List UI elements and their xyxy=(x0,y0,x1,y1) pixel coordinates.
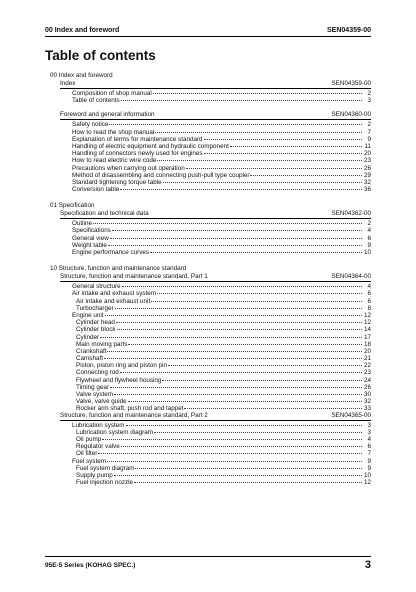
toc-entry[interactable] xyxy=(72,185,371,192)
dot-leader xyxy=(128,396,362,402)
toc-group-code: SEN04359-00 xyxy=(331,80,371,87)
toc-entry-page: 2 xyxy=(367,121,371,129)
toc-entry-label: Crankshaft xyxy=(76,347,107,355)
toc-entry-label: Engine performance curves xyxy=(72,249,150,256)
toc-entry-label: Camshaft xyxy=(76,355,103,363)
footer-model-series: 95E-5 Series (KOHAG SPEC.) xyxy=(45,561,136,569)
toc-entry-label: Valve, valve guide xyxy=(76,398,127,406)
toc-entry-label: Rocker arm shaft, push rod and tappet xyxy=(76,405,184,413)
header-document-code: SEN04359-00 xyxy=(327,27,371,34)
toc-entry-page: 32 xyxy=(363,398,371,406)
toc-entry-label: Piston, piston ring and piston pin xyxy=(76,362,168,370)
dot-leader xyxy=(98,448,362,454)
toc-entry-label: Standard tightening torque table xyxy=(72,178,162,186)
dot-leader xyxy=(100,332,362,338)
dot-leader xyxy=(105,310,362,316)
toc-group-code: SEN04360-00 xyxy=(331,111,371,119)
page-footer xyxy=(45,556,371,573)
dot-leader xyxy=(184,403,362,409)
dot-leader xyxy=(151,296,362,302)
dot-leader xyxy=(120,367,362,373)
toc-entry-page: 23 xyxy=(363,157,371,165)
dot-leader xyxy=(134,477,362,483)
dot-leader xyxy=(135,463,362,469)
toc-entry-label: Fuel system xyxy=(72,457,106,465)
toc-entry-label: Regulator valve xyxy=(76,443,120,451)
toc-group-name: Structure, function and maintenance standard, Part 2 xyxy=(60,411,208,419)
toc-entry-label: Lubrication system xyxy=(72,421,125,429)
dot-leader xyxy=(93,218,362,224)
toc-entry-page: 26 xyxy=(363,383,371,391)
dot-leader xyxy=(102,434,362,440)
toc-entry[interactable] xyxy=(72,248,371,255)
toc-entry-label: Fuel injection nozzle xyxy=(76,479,134,487)
toc-entry-label: Explanation of terms for maintenance standard xyxy=(72,135,203,143)
toc-entry-label: Air intake and exhaust unit xyxy=(76,297,151,305)
dot-leader xyxy=(107,456,362,462)
toc-entry-label: Supply pump xyxy=(76,471,113,479)
toc-group-code: SEN04365-00 xyxy=(331,411,371,419)
toc-entry-page: 24 xyxy=(363,376,371,384)
toc-entry-label: Fuel system diagram xyxy=(76,464,135,472)
dot-leader xyxy=(204,134,362,140)
toc-entry-page: 9 xyxy=(367,135,371,143)
toc-entry-label: Cylinder head xyxy=(76,319,115,327)
toc-entry-page: 11 xyxy=(364,142,371,150)
toc-entry-page: 12 xyxy=(363,311,371,319)
dot-leader xyxy=(230,141,362,147)
dot-leader xyxy=(114,470,362,476)
toc-group-code: SEN04362-00 xyxy=(331,210,371,218)
toc-entry-page: 4 xyxy=(367,227,371,235)
toc-group-name: Index xyxy=(60,80,76,87)
dot-leader xyxy=(204,148,362,154)
toc-entry-label: Air intake and exhaust system xyxy=(72,290,156,298)
toc-entry-page: 8 xyxy=(367,304,371,312)
toc-entry-label: How to read the shop manual xyxy=(72,128,155,136)
toc-entry-label: Valve system xyxy=(76,391,113,398)
toc-group-code: SEN04364-00 xyxy=(331,273,371,281)
toc-entry-page: 9 xyxy=(367,241,371,249)
toc-group-name: Structure, function and maintenance standard, Part 1 xyxy=(60,273,208,281)
toc-entry-label: Lubrication system diagram xyxy=(76,428,153,436)
toc-entry-label: Safety notice xyxy=(72,121,109,129)
toc-entry-page: 18 xyxy=(363,340,371,348)
dot-leader xyxy=(114,389,362,395)
toc-entry-page: 4 xyxy=(367,435,371,443)
dot-leader xyxy=(116,317,362,323)
toc-entry-label: Specifications xyxy=(72,227,111,235)
toc-entry-page: 14 xyxy=(363,326,371,334)
toc-entry-page: 6 xyxy=(367,290,371,298)
toc-section-title: 00 Index and foreword xyxy=(50,72,113,79)
dot-leader xyxy=(120,184,362,190)
toc-entry-page: 6 xyxy=(367,443,371,451)
toc-group-name: Specification and technical data xyxy=(60,210,149,218)
toc-entry-page: 12 xyxy=(363,479,371,487)
toc-entry-page: 30 xyxy=(363,391,371,398)
toc-entry-page: 23 xyxy=(363,369,371,377)
toc-entry-label: Cylinder block xyxy=(76,326,116,334)
toc-entry-page: 3 xyxy=(367,428,371,436)
toc-entry-page: 2 xyxy=(367,220,371,228)
toc-entry-label: General view xyxy=(72,234,109,242)
toc-entry-label: Connecting rod xyxy=(76,369,119,377)
dot-leader xyxy=(115,303,362,309)
toc-entry[interactable] xyxy=(76,478,371,485)
toc-entry-label: Engine unit xyxy=(72,311,104,319)
toc-entry-label: General structure xyxy=(72,283,121,291)
toc-entry-page: 22 xyxy=(363,362,371,370)
toc-entry-page: 29 xyxy=(363,171,371,179)
toc-entry-page: 20 xyxy=(363,347,371,355)
toc-entry-page: 17 xyxy=(363,333,371,341)
toc-entry-page: 36 xyxy=(363,186,371,194)
toc-entry-page: 20 xyxy=(363,150,371,158)
dot-leader xyxy=(110,382,362,388)
toc-entry-label: Oil pump xyxy=(76,435,102,443)
toc-entry-page: 9 xyxy=(367,457,371,465)
toc-entry-page: 6 xyxy=(367,234,371,242)
toc-entry-label: Handling of electric equipment and hydraulic component xyxy=(72,142,229,150)
dot-leader xyxy=(154,427,362,433)
toc-entry-page: 9 xyxy=(367,464,371,472)
dot-leader xyxy=(109,119,362,125)
dot-leader xyxy=(157,288,362,294)
toc-entry[interactable] xyxy=(72,96,371,103)
toc-entry-page: 32 xyxy=(363,178,371,186)
page-title: Table of contents xyxy=(45,48,156,63)
toc-entry-label: Main moving parts xyxy=(76,340,128,348)
toc-entry-label: Oil filter xyxy=(76,450,98,458)
toc-entry-label: Table of contents xyxy=(72,97,120,105)
dot-leader xyxy=(117,324,362,330)
toc-entry-page: 3 xyxy=(367,97,371,105)
dot-leader xyxy=(110,233,362,239)
toc-entry-label: Turbocharger xyxy=(76,304,114,312)
toc-entry-page: 6 xyxy=(367,297,371,305)
toc-section-title: 01 Specification xyxy=(50,202,95,210)
dot-leader xyxy=(128,339,362,345)
dot-leader xyxy=(108,240,362,246)
dot-leader xyxy=(186,163,362,169)
dot-leader xyxy=(150,247,362,253)
toc-entry-label: Timing gear xyxy=(76,383,110,391)
dot-leader xyxy=(126,420,363,426)
page-number: 3 xyxy=(364,559,371,571)
toc-entry-label: Handling of connectors newly used for engines xyxy=(72,150,203,158)
toc-entry-label: Precautions when carrying out operation xyxy=(72,164,185,172)
toc-section-title: 10 Structure, function and maintenance standard xyxy=(50,265,187,273)
dot-leader xyxy=(157,155,362,161)
toc-entry-page: 10 xyxy=(363,471,371,479)
toc-group-name: Foreword and general information xyxy=(60,111,155,119)
toc-entry-page: 4 xyxy=(367,283,371,291)
toc-entry-label: Conversion table xyxy=(72,186,120,194)
dot-leader xyxy=(122,281,362,287)
toc-entry-page: 26 xyxy=(363,164,371,172)
toc-entry-label: Method of disassembling and connecting push-pull type coupler xyxy=(72,171,250,179)
dot-leader xyxy=(112,225,362,231)
header-section-name: 00 Index and foreword xyxy=(45,27,120,34)
dot-leader xyxy=(121,95,362,101)
dot-leader xyxy=(107,346,362,352)
table-of-contents xyxy=(50,71,371,485)
dot-leader xyxy=(153,88,362,94)
toc-entry-page: 10 xyxy=(363,249,371,256)
toc-entry-label: Cylinder xyxy=(76,333,100,341)
dot-leader xyxy=(155,127,362,133)
dot-leader xyxy=(162,375,362,381)
dot-leader xyxy=(163,177,362,183)
toc-entry-label: How to read electric wire code xyxy=(72,157,157,165)
toc-entry-label: Composition of shop manual xyxy=(72,90,152,97)
toc-entry-page: 2 xyxy=(367,90,371,97)
toc-entry-page: 3 xyxy=(367,421,371,429)
toc-entry-label: Weight table xyxy=(72,241,107,249)
toc-entry[interactable] xyxy=(76,404,371,411)
toc-entry-label: Flywheel and flywheel housing xyxy=(76,376,162,384)
dot-leader xyxy=(104,353,362,359)
dot-leader xyxy=(250,170,362,176)
toc-entry-page: 7 xyxy=(367,450,371,458)
dot-leader xyxy=(121,441,362,447)
toc-entry-page: 7 xyxy=(367,128,371,136)
page-header xyxy=(45,22,371,37)
dot-leader xyxy=(168,360,362,366)
toc-entry-page: 12 xyxy=(363,319,371,327)
toc-entry-page: 21 xyxy=(363,355,371,363)
toc-entry-page: 33 xyxy=(363,405,371,413)
toc-entry-label: Outline xyxy=(72,220,92,228)
